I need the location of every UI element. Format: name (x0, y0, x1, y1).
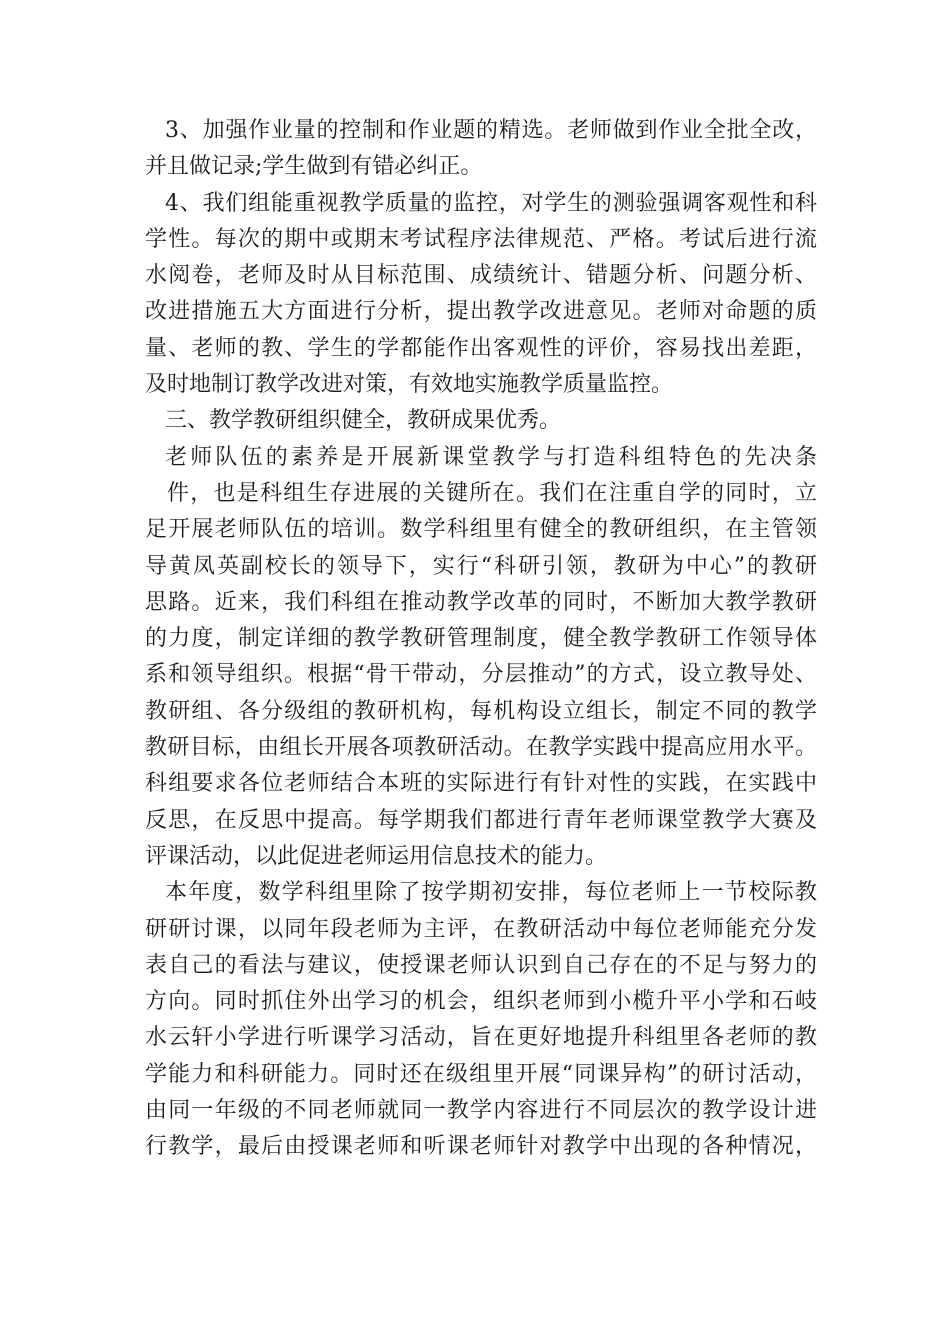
text-line: 及时地制订教学改进对策，有效地实施教学质量监控。 (145, 372, 674, 398)
text-line: 3、加强作业量的控制和作业题的精选。老师做到作业全批全改， (165, 118, 817, 143)
text-line: 水阅卷，老师及时从目标范围、成绩统计、错题分析、问题分析、 (145, 263, 817, 289)
text-line: 改进措施五大方面进行分析，提出教学改进意见。老师对命题的质 (145, 299, 817, 325)
text-line: 行教学，最后由授课老师和听课老师针对教学中出现的各种情况， (145, 1134, 817, 1160)
section-heading: 三、教学教研组织健全，教研成果优秀。 (165, 408, 562, 434)
text-line: 的力度，制定详细的教学教研管理制度，健全教学教研工作领导体 (145, 626, 817, 652)
text-line: 并且做记录;学生做到有错必纠正。 (145, 154, 483, 180)
text-line: 足开展老师队伍的培训。数学科组里有健全的教研组织，在主管领 (145, 517, 817, 543)
text-line: 水云轩小学进行听课学习活动，旨在更好地提升科组里各老师的教 (145, 1025, 817, 1051)
text-line: 学性。每次的期中或期末考试程序法律规范、严格。考试后进行流 (145, 226, 817, 252)
text-line: 评课活动，以此促进老师运用信息技术的能力。 (145, 843, 608, 869)
text-line: 表自己的看法与建议，使授课老师认识到自己存在的不足与努力的 (145, 952, 817, 978)
text-line: 方向。同时抓住外出学习的机会，组织老师到小榄升平小学和石岐 (145, 989, 817, 1015)
text-line: 量、老师的教、学生的学都能作出客观性的评价，容易找出差距， (145, 335, 817, 361)
text-line: 4、我们组能重视教学质量的监控，对学生的测验强调客观性和科 (165, 190, 817, 216)
text-line: 科组要求各位老师结合本班的实际进行有针对性的实践，在实践中 (145, 771, 817, 797)
text-line: 由同一年级的不同老师就同一教学内容进行不同层次的教学设计进 (145, 1098, 817, 1124)
text-line: 件，也是科组生存进展的关键所在。我们在注重自学的同时，立 (167, 480, 817, 506)
text-line: 教研目标，由组长开展各项教研活动。在教学实践中提高应用水平。 (145, 735, 817, 761)
document-body (145, 113, 817, 1166)
text-line: 导黄凤英副校长的领导下，实行“科研引领，教研为中心”的教研 (145, 553, 817, 579)
text-line: 本年度，数学科组里除了按学期初安排，每位老师上一节校际教 (165, 880, 817, 906)
text-line: 系和领导组织。根据“骨干带动，分层推动”的方式，设立教导处、 (145, 662, 817, 688)
text-line: 学能力和科研能力。同时还在级组里开展“同课异构”的研讨活动， (145, 1061, 817, 1087)
text-line: 研研讨课，以同年段老师为主评，在教研活动中每位老师能充分发 (145, 916, 817, 942)
text-line: 教研组、各分级组的教研机构，每机构设立组长，制定不同的教学 (145, 698, 817, 724)
text-line: 反思，在反思中提高。每学期我们都进行青年老师课堂教学大赛及 (145, 807, 817, 833)
text-line: 老师队伍的素养是开展新课堂教学与打造科组特色的先决条 (165, 444, 817, 470)
text-line: 思路。近来，我们科组在推动教学改革的同时，不断加大教学教研 (145, 589, 817, 615)
